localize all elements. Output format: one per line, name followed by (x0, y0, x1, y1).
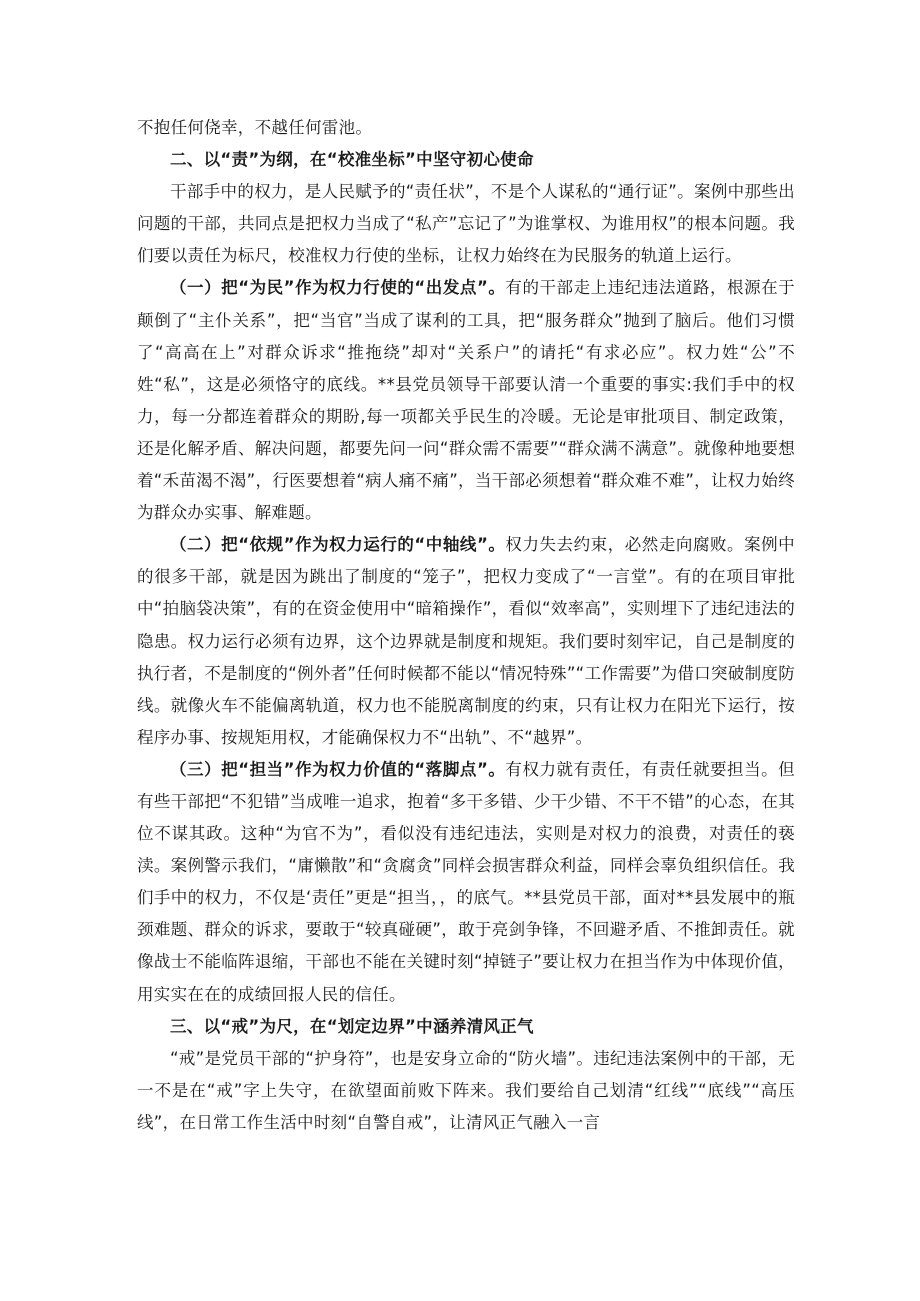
subsection-heading: （三）把“担当”作为权力价值的“落脚点”。 (170, 759, 506, 779)
section-heading-three (137, 1011, 795, 1043)
heading-text: 三、以“戒”为尺，在“划定边界”中涵养清风正气 (170, 1016, 534, 1036)
paragraph-continuation (137, 112, 795, 144)
document-body (137, 112, 795, 1139)
paragraph-text: 权力失去约束，必然走向腐败。案例中的很多干部，就是因为跳出了制度的“笼子”，把权力变成了“一言堂”。有的在项目审批中“拍脑袋决策”，有的在资金使用中“暗箱操作”，看似“效率高”，实则埋下了违纪违法的隐患。权力运行必须有边界，这个边界就是制度和规矩。我们要时刻牢记，自己是制度的执行者，不是制度的“例外者”任何时候都不能以“情况特殊”“工作需要”为借口突破制度防线。就像火车不能偏离轨道，权力也不能脱离制度的约束，只有让权力在阳光下运行，按程序办事、按规矩用权，才能确保权力不“出轨”、不“越界”。 (137, 535, 795, 747)
paragraph-text: 干部手中的权力，是人民赋予的“责任状”，不是个人谋私的“通行证”。案例中那些出问题的干部，共同点是把权力当成了“私产”忘记了”为谁掌权、为谁用权”的根本问题。我们要以责任为标尺，校准权力行使的坐标，让权力始终在为民服务的轨道上运行。 (137, 182, 795, 266)
paragraph-text: “戒”是党员干部的“护身符”，也是安身立命的“防火墙”。违纪违法案例中的干部，无一不是在“戒”字上失守，在欲望面前败下阵来。我们要给自己划清“红线”“底线”“高压线”，在日常工作生活中时刻“自警自戒”，让清风正气融入一言 (137, 1048, 795, 1132)
paragraph-intro-two (137, 176, 795, 272)
paragraph-text: 有权力就有责任，有责任就要担当。但有些干部把“不犯错”当成唯一追求，抱着“多干多错、少干少错、不干不错”的心态，在其位不谋其政。这种“为官不为”，看似没有违纪违法，实则是对权力的浪费，对责任的亵渎。案例警示我们，“庸懒散”和“贪腐贪”同样会损害群众利益，同样会辜负组织信任。我们手中的权力，不仅是‘责任”更是“担当，，的底气。**县党员干部，面对**县发展中的瓶颈难题、群众的诉求，要敢于“较真碰硬”，敢于亮剑争锋，不回避矛盾、不推卸责任。就像战士不能临阵退缩，干部也不能在关键时刻“掉链子”要让权力在担当作为中体现价值，用实实在在的成绩回报人民的信任。 (137, 759, 795, 1004)
paragraph-subsection-three (137, 754, 795, 1011)
paragraph-subsection-one (137, 272, 795, 529)
subsection-heading: （二）把“依规”作为权力运行的“中轴线”。 (170, 535, 506, 555)
paragraph-intro-three (137, 1043, 795, 1139)
paragraph-subsection-two (137, 529, 795, 754)
section-heading-two (137, 144, 795, 176)
paragraph-text: 有的干部走上违纪违法道路，根源在于颠倒了“主仆关系”，把“当官”当成了谋利的工具，把“服务群众”抛到了脑后。他们习惯了“高高在上”对群众诉求“推拖绕”却对“关系户”的请托“有求必应”。权力姓“公”不姓“私”，这是必须恪守的底线。**县党员领导干部要认清一个重要的事实:我们手中的权力，每一分都连着群众的期盼,每一项都关乎民生的冷暖。无论是审批项目、制定政策，还是化解矛盾、解决问题，都要先问一问“群众需不需要”“群众满不满意”。就像种地要想着“禾苗渴不渴”，行医要想着“病人痛不痛”，当干部必须想着“群众难不难”，让权力始终为群众办实事、解难题。 (137, 278, 795, 523)
subsection-heading: （一）把“为民”作为权力行使的“出发点”。 (170, 278, 506, 298)
paragraph-text: 不抱任何侥幸，不越任何雷池。 (137, 118, 373, 137)
heading-text: 二、以“责”为纲，在“校准坐标”中坚守初心使命 (170, 150, 534, 170)
